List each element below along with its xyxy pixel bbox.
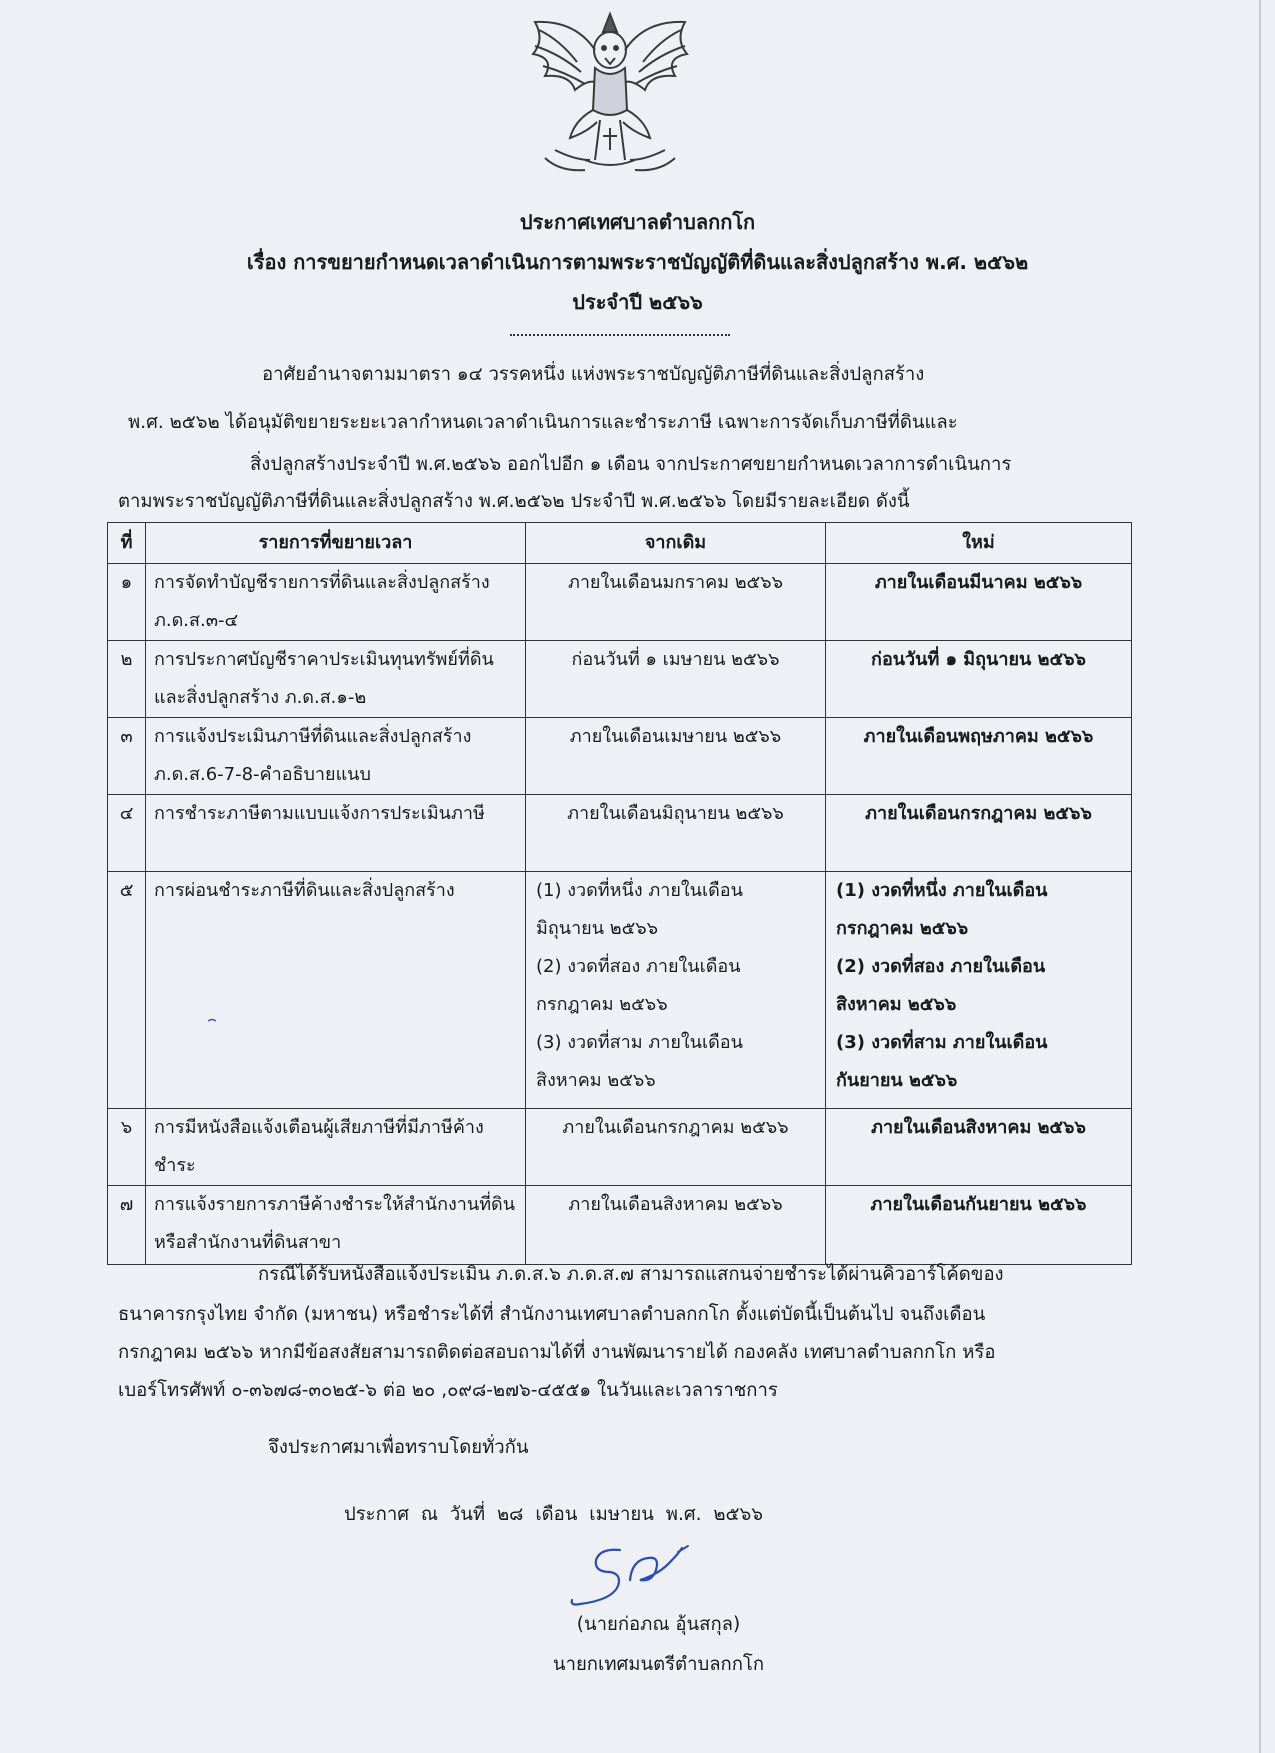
row-new: ภายในเดือนกรกฎาคม ๒๕๖๖ — [826, 795, 1132, 872]
table-row — [108, 1109, 1132, 1186]
row-old: ภายในเดือนมกราคม ๒๕๖๖ — [526, 564, 826, 641]
row-old — [526, 872, 826, 1109]
ink-mark — [208, 1018, 216, 1024]
installment-line: (2) งวดที่สอง ภายในเดือน — [536, 956, 741, 977]
row-no: ๕ — [108, 872, 146, 1109]
row-item: การมีหนังสือแจ้งเตือนผู้เสียภาษีที่มีภาษีค้างชำระ — [146, 1109, 526, 1186]
table-row — [108, 718, 1132, 795]
row-old: ภายในเดือนมิถุนายน ๒๕๖๖ — [526, 795, 826, 872]
handwritten-signature-icon — [560, 1530, 710, 1610]
row-new: ภายในเดือนพฤษภาคม ๒๕๖๖ — [826, 718, 1132, 795]
table-row — [108, 795, 1132, 872]
installment-line: (3) งวดที่สาม ภายในเดือน — [536, 1032, 743, 1053]
row-item: การผ่อนชำระภาษีที่ดินและสิ่งปลูกสร้าง — [146, 872, 526, 1109]
closing-statement: จึงประกาศมาเพื่อทราบโดยทั่วกัน — [268, 1437, 529, 1458]
row-item: การแจ้งประเมินภาษีที่ดินและสิ่งปลูกสร้าง ภ.ด.ส.6-7-8-คำอธิบายแนบ — [146, 718, 526, 795]
body-line-3: สิ่งปลูกสร้างประจำปี พ.ศ.๒๕๖๖ ออกไปอีก ๑ เดือน จากประกาศขยายกำหนดเวลาการดำเนินการ — [250, 454, 1012, 475]
row-old: ก่อนวันที่ ๑ เมษายน ๒๕๖๖ — [526, 641, 826, 718]
installment-line: กรกฎาคม ๒๕๖๖ — [836, 918, 969, 939]
table-row — [108, 641, 1132, 718]
installment-line: กรกฎาคม ๒๕๖๖ — [536, 994, 668, 1015]
row-no: ๓ — [108, 718, 146, 795]
row-no: ๖ — [108, 1109, 146, 1186]
subject-title: เรื่อง การขยายกำหนดเวลาดำเนินการตามพระราชบัญญัติที่ดินและสิ่งปลูกสร้าง พ.ศ. ๒๕๖๒ — [246, 250, 1029, 274]
row-new: ภายในเดือนมีนาคม ๒๕๖๖ — [826, 564, 1132, 641]
year-title: ประจำปี ๒๕๖๖ — [572, 290, 703, 314]
row-item: การแจ้งรายการภาษีค้างชำระให้สำนักงานที่ดินหรือสำนักงานที่ดินสาขา — [146, 1186, 526, 1265]
installment-line: (2) งวดที่สอง ภายในเดือน — [836, 956, 1046, 977]
table-row — [108, 564, 1132, 641]
row-new — [826, 872, 1132, 1109]
signatory-name: (นายก่อภณ อุ้นสกุล) — [576, 1614, 741, 1635]
header-old: จากเดิม — [526, 523, 826, 564]
organization-title: ประกาศเทศบาลตำบลกกโก — [519, 210, 756, 234]
row-old: ภายในเดือนสิงหาคม ๒๕๖๖ — [526, 1186, 826, 1265]
body-line-1: อาศัยอำนาจตามมาตรา ๑๔ วรรคหนึ่ง แห่งพระราชบัญญัติภาษีที่ดินและสิ่งปลูกสร้าง — [262, 364, 925, 385]
table-header-row — [108, 523, 1132, 564]
body-line-4: ตามพระราชบัญญัติภาษีที่ดินและสิ่งปลูกสร้าง พ.ศ.๒๕๖๒ ประจำปี พ.ศ.๒๕๖๖ โดยมีรายละเอียด ดังนี้ — [118, 491, 910, 512]
note-line-3: กรกฎาคม ๒๕๖๖ หากมีข้อสงสัยสามารถติดต่อสอบถามได้ที่ งานพัฒนารายได้ กองคลัง เทศบาลตำบลกกโก หรือ — [118, 1342, 996, 1363]
extension-table — [107, 522, 1132, 1265]
row-new: ภายในเดือนสิงหาคม ๒๕๖๖ — [826, 1109, 1132, 1186]
divider — [510, 334, 730, 336]
row-old: ภายในเดือนเมษายน ๒๕๖๖ — [526, 718, 826, 795]
row-item: การประกาศบัญชีราคาประเมินทุนทรัพย์ที่ดินและสิ่งปลูกสร้าง ภ.ด.ส.๑-๒ — [146, 641, 526, 718]
header-no: ที่ — [108, 523, 146, 564]
table-row — [108, 1186, 1132, 1265]
installment-line: (1) งวดที่หนึ่ง ภายในเดือน — [536, 880, 743, 901]
note-line-2: ธนาคารกรุงไทย จำกัด (มหาชน) หรือชำระได้ที่ สำนักงานเทศบาลตำบลกกโก ตั้งแต่บัดนี้เป็นต้นไป จนถึงเดือน — [118, 1304, 986, 1325]
note-line-1: กรณีได้รับหนังสือแจ้งประเมิน ภ.ด.ส.๖ ภ.ด.ส.๗ สามารถแสกนจ่ายชำระได้ผ่านคิวอาร์โค้ดของ — [258, 1264, 1004, 1285]
installment-line: สิงหาคม ๒๕๖๖ — [836, 994, 957, 1015]
installment-line: สิงหาคม ๒๕๖๖ — [536, 1070, 656, 1091]
announcement-date: ประกาศ ณ วันที่ ๒๘ เดือน เมษายน พ.ศ. ๒๕๖๖ — [344, 1504, 764, 1525]
signatory-position: นายกเทศมนตรีตำบลกกโก — [552, 1654, 765, 1675]
row-item: การชำระภาษีตามแบบแจ้งการประเมินภาษี — [146, 795, 526, 872]
installment-line: (1) งวดที่หนึ่ง ภายในเดือน — [836, 880, 1048, 901]
row-new: ภายในเดือนกันยายน ๒๕๖๖ — [826, 1186, 1132, 1265]
row-no: ๑ — [108, 564, 146, 641]
garuda-emblem-icon — [515, 10, 705, 182]
row-no: ๒ — [108, 641, 146, 718]
row-no: ๗ — [108, 1186, 146, 1265]
header-item: รายการที่ขยายเวลา — [146, 523, 526, 564]
row-item: การจัดทำบัญชีรายการที่ดินและสิ่งปลูกสร้าง ภ.ด.ส.๓-๔ — [146, 564, 526, 641]
installment-line: กันยายน ๒๕๖๖ — [836, 1070, 958, 1091]
installment-line: (3) งวดที่สาม ภายในเดือน — [836, 1032, 1048, 1053]
note-line-4: เบอร์โทรศัพท์ ๐-๓๖๗๘-๓๐๒๕-๖ ต่อ ๒๐ ,๐๙๘-๒๗๖-๔๕๕๑ ในวันและเวลาราชการ — [118, 1380, 778, 1401]
row-no: ๔ — [108, 795, 146, 872]
header-new: ใหม่ — [826, 523, 1132, 564]
body-line-2: พ.ศ. ๒๕๖๒ ได้อนุมัติขยายระยะเวลากำหนดเวลาดำเนินการและชำระภาษี เฉพาะการจัดเก็บภาษีที่ดินและ — [128, 412, 958, 433]
table-row — [108, 872, 1132, 1109]
row-new: ก่อนวันที่ ๑ มิถุนายน ๒๕๖๖ — [826, 641, 1132, 718]
row-old: ภายในเดือนกรกฎาคม ๒๕๖๖ — [526, 1109, 826, 1186]
installment-line: มิถุนายน ๒๕๖๖ — [536, 918, 659, 939]
